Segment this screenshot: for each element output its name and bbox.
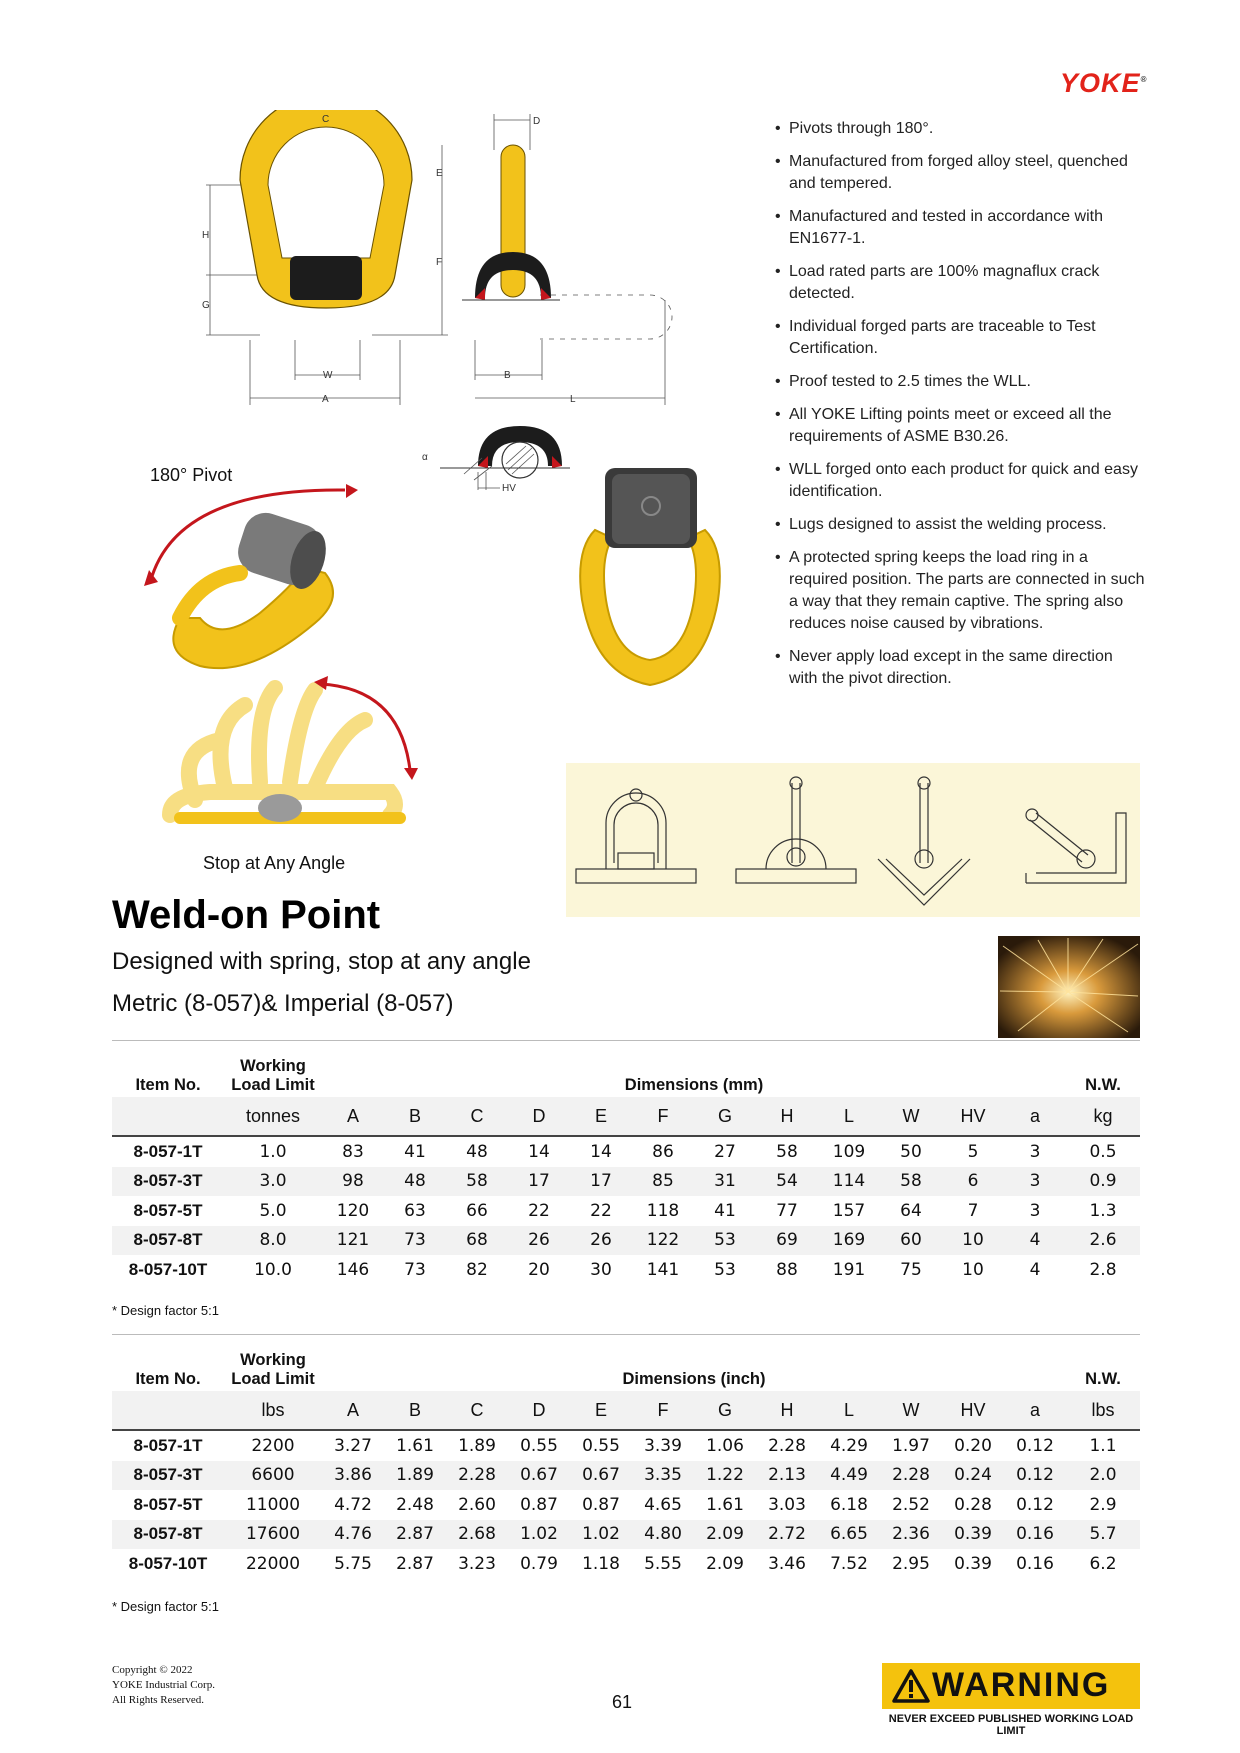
value-cell: 146: [336, 1259, 370, 1280]
value-cell: 7: [967, 1200, 979, 1221]
value-cell: 1.61: [396, 1435, 434, 1456]
value-cell: 2.28: [446, 1461, 508, 1491]
value-cell: 58: [880, 1167, 942, 1197]
value-cell: 2200: [251, 1435, 295, 1456]
value-cell: 8.0: [224, 1226, 322, 1256]
value-cell: 3: [1029, 1200, 1041, 1221]
value-cell: 50: [900, 1141, 922, 1162]
unit-cell: G: [694, 1097, 756, 1136]
value-cell: 1.3: [1089, 1200, 1117, 1221]
value-cell: 2.13: [756, 1461, 818, 1491]
value-cell: 10: [962, 1259, 984, 1280]
value-cell: 0.16: [1016, 1553, 1054, 1574]
value-cell: 82: [466, 1259, 488, 1280]
units-row: [112, 1391, 1140, 1430]
dim-label-w: W: [323, 370, 333, 381]
value-cell: 2.09: [694, 1520, 756, 1550]
value-cell: 54: [756, 1167, 818, 1197]
value-cell: 3: [1004, 1167, 1066, 1197]
value-cell: 0.55: [520, 1435, 558, 1456]
feature-item: • Load rated parts are 100% magnaflux crack detected.: [775, 261, 1145, 305]
value-cell: 27: [714, 1141, 736, 1162]
value-cell: 0.87: [582, 1494, 620, 1515]
subtitle-variants: Metric (8-057)& Imperial (8-057): [112, 990, 454, 1017]
dim-label-f: F: [436, 257, 443, 268]
value-cell: 22: [590, 1200, 612, 1221]
hdr-dimensions: Dimensions (inch): [622, 1370, 766, 1388]
value-cell: 22000: [245, 1553, 301, 1574]
value-cell: 10: [942, 1226, 1004, 1256]
table-row: [112, 1136, 1140, 1167]
value-cell: 86: [652, 1141, 674, 1162]
value-cell: 4.72: [334, 1494, 372, 1515]
value-cell: 3.46: [768, 1553, 806, 1574]
item-no-cell: 8-057-8T: [112, 1520, 224, 1550]
unit-cell: C: [446, 1097, 508, 1136]
dimension-drawing: [200, 110, 690, 410]
value-cell: 0.87: [520, 1494, 558, 1515]
copyright-line: All Rights Reserved.: [112, 1694, 204, 1706]
feature-item: • Lugs designed to assist the welding process.: [775, 514, 1145, 536]
unit-cell: D: [508, 1391, 570, 1430]
table-row: [112, 1430, 1140, 1461]
value-cell: 1.06: [706, 1435, 744, 1456]
value-cell: 4.29: [830, 1435, 868, 1456]
dim-label-g: G: [202, 300, 210, 311]
value-cell: 2.72: [756, 1520, 818, 1550]
value-cell: 1.97: [892, 1435, 930, 1456]
value-cell: 2.28: [880, 1461, 942, 1491]
value-cell: 2.6: [1066, 1226, 1140, 1256]
table-row: [112, 1167, 1140, 1197]
value-cell: 5.0: [259, 1200, 287, 1221]
value-cell: 122: [632, 1226, 694, 1256]
unit-cell: F: [632, 1391, 694, 1430]
dim-label-e: E: [436, 168, 443, 179]
copyright-line: Copyright © 2022: [112, 1664, 193, 1676]
value-cell: 0.39: [942, 1520, 1004, 1550]
value-cell: 41: [714, 1200, 736, 1221]
dim-label-alpha: α: [422, 452, 428, 463]
value-cell: 118: [646, 1200, 680, 1221]
table-row: [112, 1196, 1140, 1226]
value-cell: 1.02: [508, 1520, 570, 1550]
value-cell: 0.12: [1016, 1435, 1054, 1456]
item-no-cell: 8-057-5T: [133, 1494, 203, 1514]
value-cell: 2.28: [768, 1435, 806, 1456]
hdr-item-no: Item No.: [135, 1370, 201, 1388]
value-cell: 169: [818, 1226, 880, 1256]
unit-cell: HV: [942, 1391, 1004, 1430]
dim-label-b: B: [504, 370, 511, 381]
value-cell: 30: [590, 1259, 612, 1280]
pivot-photo: [140, 478, 360, 678]
metric-design-factor-note: * Design factor 5:1: [112, 1303, 219, 1318]
value-cell: 17: [570, 1167, 632, 1197]
value-cell: 10.0: [254, 1259, 292, 1280]
value-cell: 2.48: [396, 1494, 434, 1515]
item-no-cell: 8-057-10T: [128, 1259, 208, 1279]
brand-logo: YOKE®: [1060, 68, 1148, 98]
value-cell: 2.36: [880, 1520, 942, 1550]
unit-cell: B: [384, 1391, 446, 1430]
value-cell: 0.16: [1004, 1520, 1066, 1550]
feature-item: • A protected spring keeps the load ring in a required position. The parts are connected in such a way that they remain captive. The spring also reduces noise caused by vibrations.: [775, 547, 1145, 635]
value-cell: 3: [1029, 1141, 1041, 1162]
value-cell: 66: [466, 1200, 488, 1221]
unit-cell: W: [880, 1097, 942, 1136]
value-cell: 88: [776, 1259, 798, 1280]
value-cell: 1.61: [706, 1494, 744, 1515]
value-cell: 26: [508, 1226, 570, 1256]
value-cell: 3.23: [458, 1553, 496, 1574]
item-no-cell: 8-057-3T: [112, 1167, 224, 1197]
value-cell: 0.20: [954, 1435, 992, 1456]
page-title: Weld-on Point: [112, 893, 381, 937]
units-row: [112, 1097, 1140, 1136]
table-row: [112, 1226, 1140, 1256]
value-cell: 0.67: [508, 1461, 570, 1491]
value-cell: 4.80: [632, 1520, 694, 1550]
unit-cell: G: [694, 1391, 756, 1430]
value-cell: 2.60: [458, 1494, 496, 1515]
value-cell: 41: [404, 1141, 426, 1162]
value-cell: 3.03: [768, 1494, 806, 1515]
value-cell: 4: [1029, 1259, 1041, 1280]
hdr-nw: N.W.: [1085, 1370, 1121, 1388]
feature-item: • Proof tested to 2.5 times the WLL.: [775, 371, 1145, 393]
item-no-cell: 8-057-1T: [133, 1435, 203, 1455]
value-cell: 141: [646, 1259, 680, 1280]
dim-label-d: D: [533, 116, 541, 127]
value-cell: 0.79: [520, 1553, 558, 1574]
value-cell: 17600: [224, 1520, 322, 1550]
feature-item: • Never apply load except in the same direction with the pivot direction.: [775, 646, 1145, 690]
weld-detail-drawing: [420, 418, 570, 518]
unit-cell: A: [322, 1391, 384, 1430]
unit-cell: lbs: [1066, 1391, 1140, 1430]
value-cell: 58: [446, 1167, 508, 1197]
mounting-orientations-panel: [566, 763, 1140, 917]
item-no-cell: 8-057-8T: [112, 1226, 224, 1256]
value-cell: 14: [528, 1141, 550, 1162]
value-cell: 58: [776, 1141, 798, 1162]
unit-cell: tonnes: [224, 1097, 322, 1136]
value-cell: 6: [942, 1167, 1004, 1197]
table-row: [112, 1461, 1140, 1491]
subtitle-design: Designed with spring, stop at any angle: [112, 948, 531, 975]
feature-item: • Individual forged parts are traceable to Test Certification.: [775, 316, 1145, 360]
value-cell: 3.27: [334, 1435, 372, 1456]
value-cell: 6.2: [1089, 1553, 1117, 1574]
spec-table-metric: [112, 1041, 1140, 1285]
hdr-nw: N.W.: [1085, 1076, 1121, 1094]
item-no-cell: 8-057-1T: [133, 1141, 203, 1161]
value-cell: 0.24: [942, 1461, 1004, 1491]
unit-cell: F: [632, 1097, 694, 1136]
value-cell: 1.89: [384, 1461, 446, 1491]
value-cell: 121: [322, 1226, 384, 1256]
hdr-wll: Working Load Limit: [231, 1351, 315, 1388]
value-cell: 0.28: [954, 1494, 992, 1515]
value-cell: 4.76: [322, 1520, 384, 1550]
unit-cell: W: [880, 1391, 942, 1430]
unit-cell: E: [570, 1097, 632, 1136]
dim-label-a: A: [322, 394, 329, 405]
value-cell: 109: [832, 1141, 866, 1162]
value-cell: 4.65: [644, 1494, 682, 1515]
value-cell: 2.87: [384, 1520, 446, 1550]
dim-label-l: L: [570, 394, 576, 405]
value-cell: 83: [342, 1141, 364, 1162]
value-cell: 120: [336, 1200, 370, 1221]
value-cell: 6600: [224, 1461, 322, 1491]
value-cell: 2.95: [892, 1553, 930, 1574]
value-cell: 53: [694, 1226, 756, 1256]
unit-cell: E: [570, 1391, 632, 1430]
value-cell: 22: [528, 1200, 550, 1221]
feature-item: • Manufactured from forged alloy steel, quenched and tempered.: [775, 151, 1145, 195]
value-cell: 64: [900, 1200, 922, 1221]
value-cell: 3.0: [224, 1167, 322, 1197]
value-cell: 20: [528, 1259, 550, 1280]
value-cell: 2.68: [446, 1520, 508, 1550]
unit-cell: A: [322, 1097, 384, 1136]
value-cell: 7.52: [830, 1553, 868, 1574]
value-cell: 0.12: [1004, 1461, 1066, 1491]
product-photo: [560, 460, 740, 700]
welding-sparks-photo: [998, 936, 1140, 1038]
value-cell: 6.18: [830, 1494, 868, 1515]
stop-caption: Stop at Any Angle: [203, 853, 346, 873]
hdr-dimensions: Dimensions (mm): [624, 1076, 764, 1094]
value-cell: 5.55: [644, 1553, 682, 1574]
value-cell: 2.09: [706, 1553, 744, 1574]
unit-cell: H: [756, 1391, 818, 1430]
feature-item: • WLL forged onto each product for quick and easy identification.: [775, 459, 1145, 503]
stop-angle-photo: [150, 670, 430, 840]
dim-label-hv: HV: [502, 483, 516, 494]
unit-cell: kg: [1066, 1097, 1140, 1136]
imperial-design-factor-note: * Design factor 5:1: [112, 1599, 219, 1614]
item-no-cell: 8-057-10T: [128, 1553, 208, 1573]
value-cell: 77: [776, 1200, 798, 1221]
unit-cell: C: [446, 1391, 508, 1430]
feature-list: [775, 118, 1145, 701]
warning-text: NEVER EXCEED PUBLISHED WORKING LOAD LIMIT: [888, 1713, 1134, 1737]
hdr-wll: Working Load Limit: [231, 1057, 315, 1094]
value-cell: 31: [694, 1167, 756, 1197]
value-cell: 53: [714, 1259, 736, 1280]
value-cell: 69: [756, 1226, 818, 1256]
value-cell: 1.22: [694, 1461, 756, 1491]
value-cell: 3.86: [322, 1461, 384, 1491]
value-cell: 2.8: [1089, 1259, 1117, 1280]
value-cell: 26: [570, 1226, 632, 1256]
table-row: [112, 1520, 1140, 1550]
value-cell: 4.49: [818, 1461, 880, 1491]
table-row: [112, 1255, 1140, 1285]
value-cell: 5.75: [334, 1553, 372, 1574]
value-cell: 1.1: [1089, 1435, 1117, 1456]
value-cell: 98: [322, 1167, 384, 1197]
value-cell: 1.18: [582, 1553, 620, 1574]
value-cell: 114: [818, 1167, 880, 1197]
unit-cell: H: [756, 1097, 818, 1136]
value-cell: 0.39: [954, 1553, 992, 1574]
warning-banner: [882, 1663, 1140, 1709]
value-cell: 6.65: [818, 1520, 880, 1550]
value-cell: 2.87: [396, 1553, 434, 1574]
value-cell: 157: [832, 1200, 866, 1221]
value-cell: 63: [404, 1200, 426, 1221]
feature-item: • Pivots through 180°.: [775, 118, 1145, 140]
value-cell: 5: [967, 1141, 979, 1162]
value-cell: 3.35: [632, 1461, 694, 1491]
item-no-cell: 8-057-3T: [112, 1461, 224, 1491]
value-cell: 73: [404, 1259, 426, 1280]
value-cell: 1.0: [259, 1141, 287, 1162]
page-number: 61: [612, 1692, 633, 1712]
value-cell: 73: [384, 1226, 446, 1256]
dim-label-c: C: [322, 114, 330, 125]
value-cell: 3.39: [644, 1435, 682, 1456]
value-cell: 0.12: [1016, 1494, 1054, 1515]
spec-table-imperial: [112, 1335, 1140, 1579]
value-cell: 2.9: [1089, 1494, 1117, 1515]
value-cell: 0.55: [582, 1435, 620, 1456]
value-cell: 191: [832, 1259, 866, 1280]
unit-cell: D: [508, 1097, 570, 1136]
unit-cell: L: [818, 1097, 880, 1136]
value-cell: 4: [1004, 1226, 1066, 1256]
warning-title: WARNING: [932, 1666, 1111, 1704]
pivot-caption: 180° Pivot: [150, 465, 233, 485]
copyright-block: [112, 1663, 215, 1708]
value-cell: 0.5: [1089, 1141, 1117, 1162]
unit-cell: B: [384, 1097, 446, 1136]
value-cell: 1.89: [458, 1435, 496, 1456]
value-cell: 60: [880, 1226, 942, 1256]
value-cell: 5.7: [1066, 1520, 1140, 1550]
unit-cell: lbs: [224, 1391, 322, 1430]
warning-label: [882, 1663, 1140, 1737]
value-cell: 48: [466, 1141, 488, 1162]
unit-cell: a: [1004, 1097, 1066, 1136]
feature-item: • All YOKE Lifting points meet or exceed all the requirements of ASME B30.26.: [775, 404, 1145, 448]
copyright-line: YOKE Industrial Corp.: [112, 1679, 215, 1691]
table-row: [112, 1490, 1140, 1520]
dim-label-h: H: [202, 230, 210, 241]
value-cell: 14: [590, 1141, 612, 1162]
value-cell: 17: [508, 1167, 570, 1197]
value-cell: 68: [446, 1226, 508, 1256]
value-cell: 48: [384, 1167, 446, 1197]
value-cell: 2.0: [1066, 1461, 1140, 1491]
value-cell: 0.9: [1066, 1167, 1140, 1197]
hdr-item-no: Item No.: [135, 1076, 201, 1094]
unit-cell: a: [1004, 1391, 1066, 1430]
feature-item: • Manufactured and tested in accordance with EN1677-1.: [775, 206, 1145, 250]
item-no-cell: 8-057-5T: [133, 1200, 203, 1220]
unit-cell: L: [818, 1391, 880, 1430]
value-cell: 11000: [245, 1494, 301, 1515]
table-row: [112, 1549, 1140, 1579]
value-cell: 2.52: [892, 1494, 930, 1515]
warning-triangle-icon: [892, 1669, 930, 1703]
value-cell: 1.02: [570, 1520, 632, 1550]
value-cell: 75: [900, 1259, 922, 1280]
value-cell: 0.67: [570, 1461, 632, 1491]
value-cell: 85: [632, 1167, 694, 1197]
unit-cell: HV: [942, 1097, 1004, 1136]
